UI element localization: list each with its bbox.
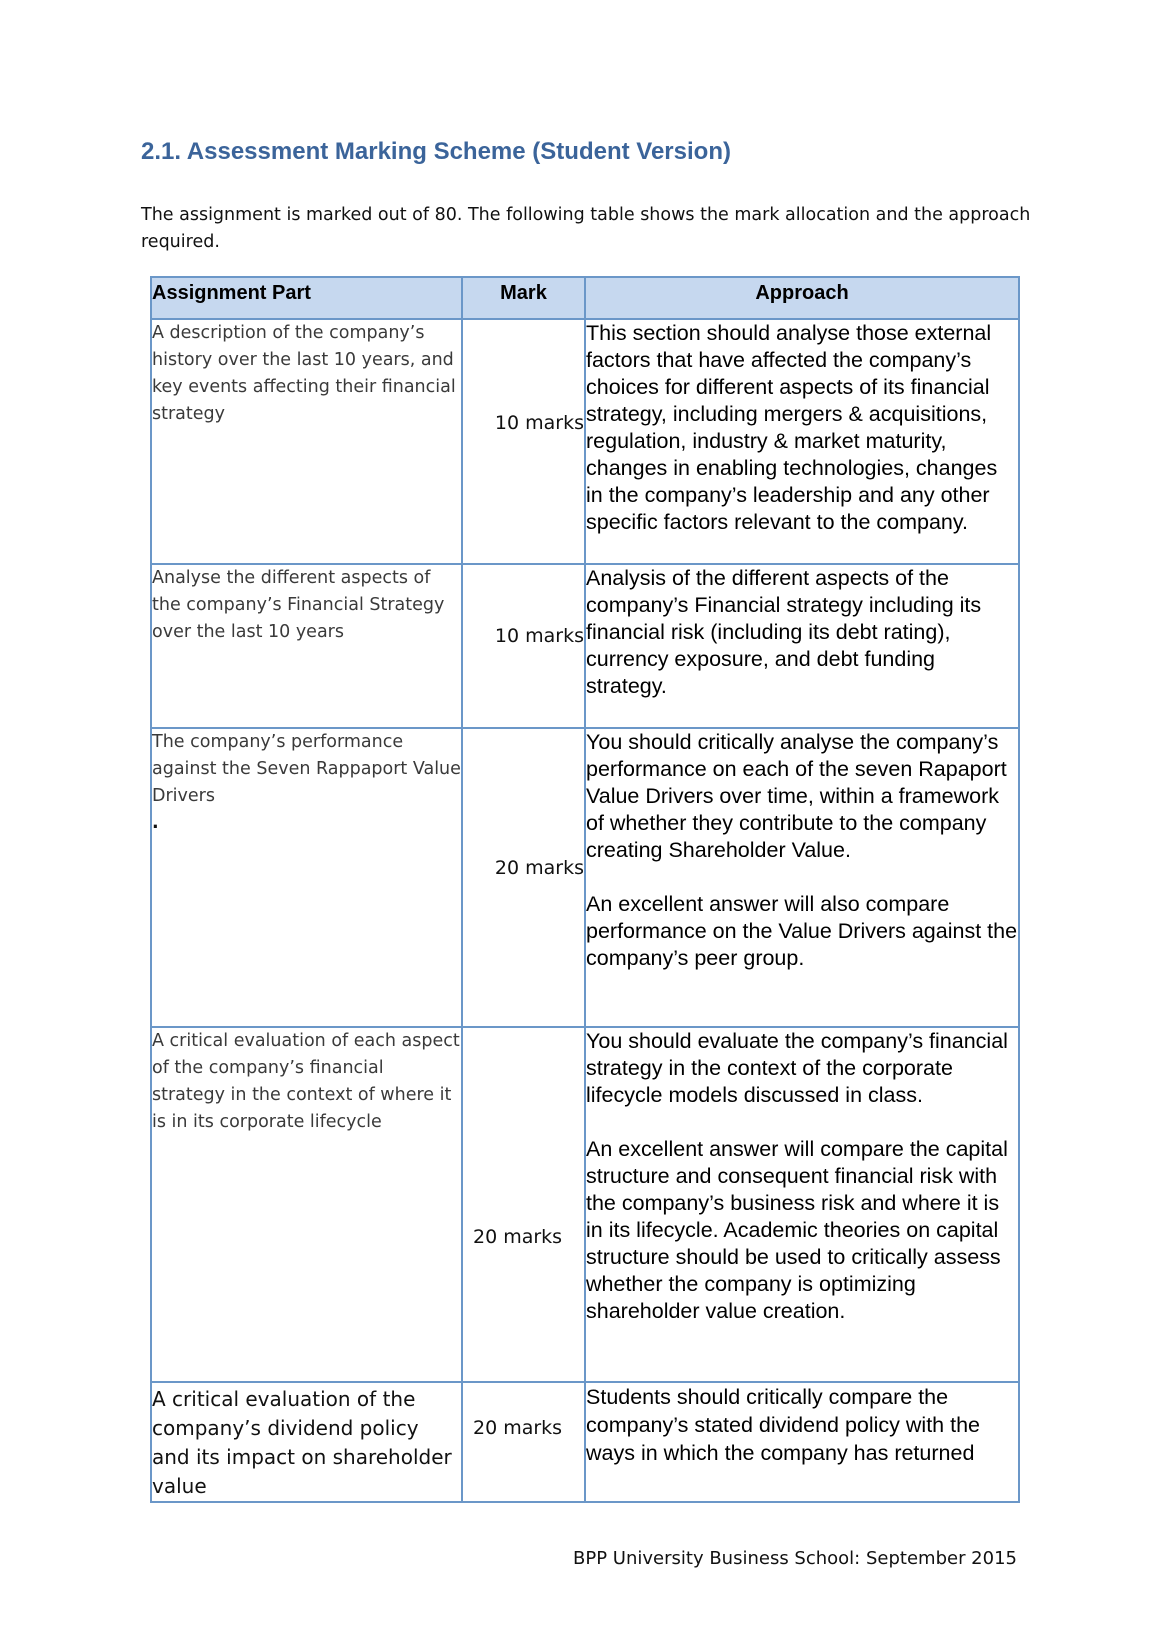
page-footer: BPP University Business School: September 2015	[573, 1548, 1017, 1569]
table-row	[151, 1382, 1019, 1502]
assignment-part-text: The company’s performance against the Seven Rappaport Value Drivers	[152, 732, 461, 806]
table-row	[151, 319, 1019, 564]
approach-paragraph: An excellent answer will compare the capital structure and consequent financial risk with the company’s business risk and where it is in its lifecycle. Academic theories on capital structure should be used to critically assess whether the company is optimizing shareholder value creation.	[586, 1137, 1008, 1323]
assignment-part-cell: Analyse the different aspects of the company’s Financial Strategy over the last 10 years	[151, 564, 462, 728]
table-row	[151, 564, 1019, 728]
approach-paragraph: Students should critically compare the company’s stated dividend policy with the ways in which the company has returned	[586, 1385, 980, 1465]
approach-cell	[585, 319, 1019, 564]
intro-paragraph: The assignment is marked out of 80. The following table shows the mark allocation and the approach required.	[141, 205, 1031, 252]
assignment-part-cell: A critical evaluation of the company’s dividend policy and its impact on shareholder value	[151, 1382, 462, 1502]
approach-cell	[585, 1382, 1019, 1502]
mark-cell: 20 marks	[462, 728, 585, 1027]
approach-cell	[585, 564, 1019, 728]
header-assignment-part: Assignment Part	[151, 277, 462, 319]
assignment-part-cell: A description of the company’s history over the last 10 years, and key events affecting their financial strategy	[151, 319, 462, 564]
mark-cell: 10 marks	[462, 564, 585, 728]
header-approach: Approach	[585, 277, 1019, 319]
approach-paragraph: You should evaluate the company’s financial strategy in the context of the corporate lifecycle models discussed in class.	[586, 1029, 1008, 1107]
table-header-row	[151, 277, 1019, 319]
approach-cell	[585, 728, 1019, 1027]
mark-cell: 20 marks	[462, 1027, 585, 1382]
approach-cell	[585, 1027, 1019, 1382]
table-row	[151, 1027, 1019, 1382]
mark-cell: 10 marks	[462, 319, 585, 564]
marking-scheme-table	[150, 276, 1020, 1503]
assignment-part-cell	[151, 728, 462, 1027]
approach-paragraph: This section should analyse those external factors that have affected the company’s choices for different aspects of its financial strategy, including mergers & acquisitions, regulation, industry & market maturity, changes in enabling technologies, changes in the company’s leadership and any other specific factors relevant to the company.	[586, 321, 998, 534]
section-heading: 2.1. Assessment Marking Scheme (Student Version)	[141, 138, 731, 165]
table-row	[151, 728, 1019, 1027]
approach-paragraph: Analysis of the different aspects of the company’s Financial strategy including its financial risk (including its debt rating), currency exposure, and debt funding strategy.	[586, 566, 982, 698]
mark-cell: 20 marks	[462, 1382, 585, 1502]
assignment-part-cell: A critical evaluation of each aspect of the company’s financial strategy in the context of where it is in its corporate lifecycle	[151, 1027, 462, 1382]
approach-paragraph: You should critically analyse the company’s performance on each of the seven Rapaport Value Drivers over time, within a framework of whether they contribute to the company creating Shareholder Value.	[586, 730, 1007, 862]
header-mark: Mark	[462, 277, 585, 319]
approach-paragraph: An excellent answer will also compare performance on the Value Drivers against the company’s peer group.	[586, 892, 1018, 970]
stray-period: .	[152, 813, 159, 833]
